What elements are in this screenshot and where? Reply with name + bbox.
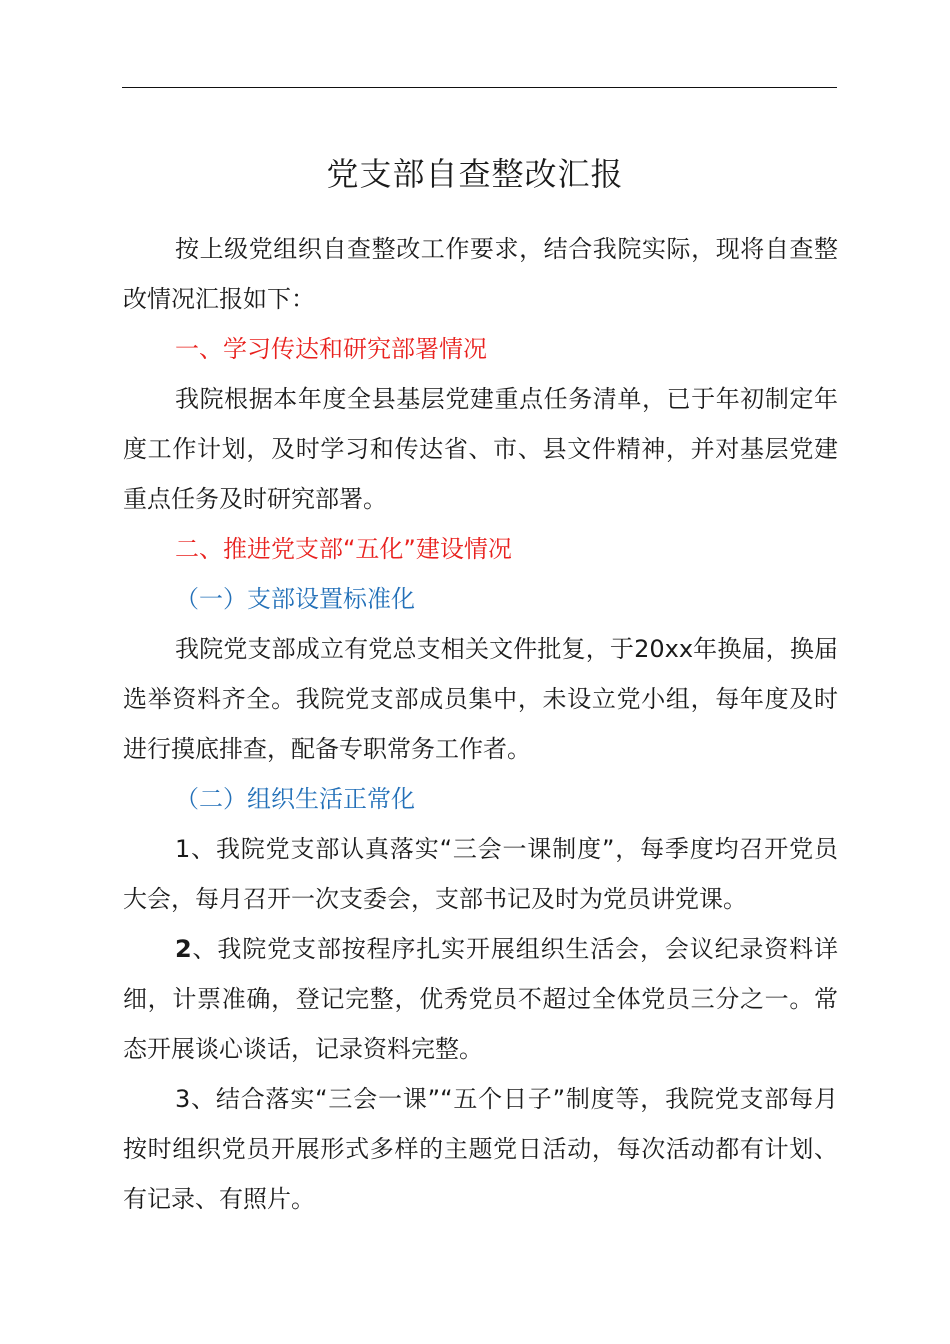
subsection-1-heading: （一）支部设置标准化 [175, 585, 415, 613]
section-1-heading: 一、学习传达和研究部署情况 [175, 335, 487, 363]
list-item-2-text: 、我院党支部按程序扎实开展组织生活会，会议纪录资料详细，计票准确，登记完整，优秀党员不超过全体党员三分之一。常态开展谈心谈话，记录资料完整。 [123, 935, 838, 1063]
document-body [123, 224, 838, 1224]
section-2-heading: 二、推进党支部“五化”建设情况 [175, 535, 512, 563]
list-item-3: 3、结合落实“三会一课”“五个日子”制度等，我院党支部每月按时组织党员开展形式多样的主题党日活动，每次活动都有计划、有记录、有照片。 [123, 1085, 838, 1213]
subsection-1-paragraph: 我院党支部成立有党总支相关文件批复，于20xx年换届，换届选举资料齐全。我院党支部成员集中，未设立党小组，每年度及时进行摸底排查，配备专职常务工作者。 [123, 635, 838, 763]
section-1-paragraph: 我院根据本年度全县基层党建重点任务清单，已于年初制定年度工作计划，及时学习和传达省、市、县文件精神，并对基层党建重点任务及时研究部署。 [123, 385, 838, 513]
list-item-2-number: 2 [175, 935, 192, 963]
header-rule [122, 87, 837, 88]
list-item-2 [123, 924, 838, 1074]
list-item-1: 1、我院党支部认真落实“三会一课制度”，每季度均召开党员大会，每月召开一次支委会，支部书记及时为党员讲党课。 [123, 835, 838, 913]
subsection-2-heading: （二）组织生活正常化 [175, 785, 415, 813]
document-title: 党支部自查整改汇报 [326, 155, 624, 193]
intro-paragraph: 按上级党组织自查整改工作要求，结合我院实际，现将自查整改情况汇报如下： [123, 235, 838, 313]
